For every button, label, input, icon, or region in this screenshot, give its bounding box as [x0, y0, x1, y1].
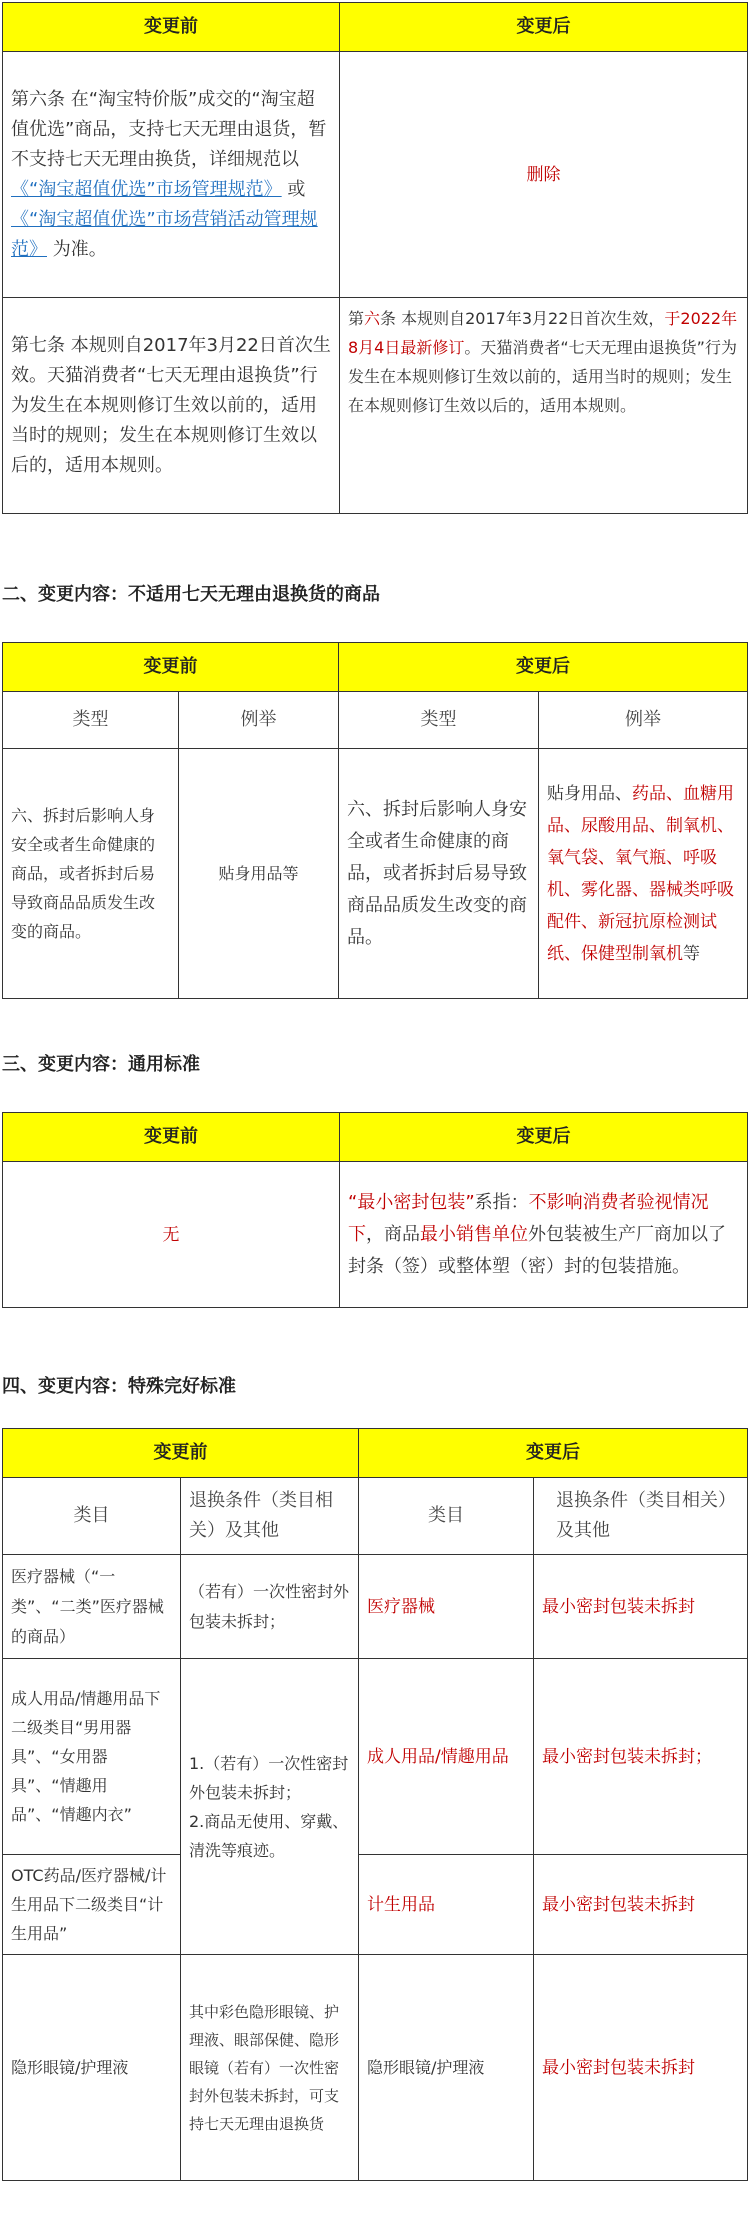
general-standard-table — [2, 1112, 748, 1308]
rule-6-or: 或 — [281, 178, 306, 200]
category-after: 隐形眼镜/护理液 — [359, 1955, 534, 2181]
rule-7-text: 条 本规则自2017年3月22日首次生效， — [380, 309, 665, 328]
general-standard-before: 无 — [3, 1162, 340, 1308]
subheader-type-after: 类型 — [339, 692, 539, 749]
table-row — [3, 749, 748, 999]
min-sale-unit: 最小销售单位 — [420, 1223, 528, 1245]
subheader-row — [3, 692, 748, 749]
subheader-row — [3, 1478, 748, 1555]
definition-prefix: 系指： — [474, 1191, 529, 1213]
general-standard-after — [340, 1162, 748, 1308]
table-row — [3, 1659, 748, 1855]
header-before: 变更前 — [3, 1429, 359, 1478]
category-before: OTC药品/医疗器械/计生用品下二级类目“计生用品” — [3, 1855, 181, 1955]
table-header-row — [3, 643, 748, 692]
type-after: 六、拆封后影响人身安全或者生命健康的商品，或者拆封后易导致商品品质发生改变的商品。 — [339, 749, 539, 999]
subheader-condition-before: 退换条件（类目相关）及其他 — [181, 1478, 359, 1555]
category-after: 计生用品 — [359, 1855, 534, 1955]
condition-after: 最小密封包装未拆封； — [534, 1659, 748, 1855]
special-standard-table — [2, 1428, 748, 2181]
example-before: 贴身用品等 — [179, 749, 339, 999]
subheader-condition-after: 退换条件（类目相关）及其他 — [534, 1478, 748, 1555]
table-header-row — [3, 1113, 748, 1162]
condition-before: （若有）一次性密封外包装未拆封； — [181, 1555, 359, 1659]
category-after: 医疗器械 — [359, 1555, 534, 1659]
marketing-rules-link[interactable]: 《“淘宝超值优选”市场营销活动管理规范》 — [11, 208, 318, 260]
subheader-type-before: 类型 — [3, 692, 179, 749]
rule-6-before — [3, 52, 340, 298]
condition-item: 2.商品无使用、穿戴、清洗等痕迹。 — [189, 1811, 349, 1860]
subheader-category-after: 类目 — [359, 1478, 534, 1555]
table-row — [3, 52, 748, 298]
condition-item: 1.（若有）一次性密封外包装未拆封； — [189, 1753, 349, 1802]
category-before: 隐形眼镜/护理液 — [3, 1955, 181, 2181]
rule-6-text: 第六条 在“淘宝特价版”成交的“淘宝超值优选”商品，支持七天无理由退货，暂不支持七天无理由换货，详细规范以 — [11, 88, 327, 170]
definition-condition: 不影响消费者验视情况下 — [348, 1191, 709, 1245]
rule-7-before: 第七条 本规则自2017年3月22日首次生效。天猫消费者“七天无理由退换货”行为发生在本规则修订生效以前的，适用当时的规则；发生在本规则修订生效以后的，适用本规则。 — [3, 298, 340, 514]
table-row — [3, 1955, 748, 2181]
table-row — [3, 1162, 748, 1308]
section-4-title: 四、变更内容：特殊完好标准 — [2, 1376, 236, 1397]
subheader-category-before: 类目 — [3, 1478, 181, 1555]
min-seal-term: “最小密封包装” — [348, 1191, 475, 1213]
table-header-row — [3, 1429, 748, 1478]
condition-after: 最小密封包装未拆封 — [534, 1955, 748, 2181]
rule-change-table — [2, 2, 748, 514]
header-before: 变更前 — [3, 643, 339, 692]
rule-6-after: 删除 — [340, 52, 748, 298]
rule-7-prefix: 第 — [348, 309, 365, 328]
section-2-title: 二、变更内容：不适用七天无理由退换货的商品 — [2, 584, 380, 605]
table-row — [3, 1855, 748, 1955]
section-3-title: 三、变更内容：通用标准 — [2, 1054, 200, 1075]
rule-6-end: 为准。 — [47, 238, 107, 260]
header-before: 变更前 — [3, 1113, 340, 1162]
definition-rest: 外包装被生产厂商加以了封条（签）或整体塑（密）封的包装措施。 — [348, 1223, 726, 1277]
subheader-example-before: 例举 — [179, 692, 339, 749]
subheader-example-after: 例举 — [539, 692, 748, 749]
table-row — [3, 1555, 748, 1659]
category-after: 成人用品/情趣用品 — [359, 1659, 534, 1855]
category-before: 成人用品/情趣用品下二级类目“男用器具”、“女用器具”、“情趣用品”、“情趣内衣” — [3, 1659, 181, 1855]
type-before: 六、拆封后影响人身安全或者生命健康的商品，或者拆封后易导致商品品质发生改变的商品。 — [3, 749, 179, 999]
definition-text: ，商品 — [366, 1223, 420, 1245]
header-after: 变更后 — [340, 3, 748, 52]
example-after — [539, 749, 748, 999]
example-after-added: 药品、血糖用品、尿酸用品、制氧机、氧气袋、氧气瓶、呼吸机、雾化器、器械类呼吸配件、新冠抗原检测试纸、保健型制氧机 — [547, 783, 734, 964]
market-rules-link[interactable]: 《“淘宝超值优选”市场管理规范》 — [11, 178, 282, 200]
condition-before-merged — [181, 1659, 359, 1955]
category-before: 医疗器械（“一类”、“二类”医疗器械的商品） — [3, 1555, 181, 1659]
rule-7-revision-date: 于2022年8月4日最新修订 — [348, 309, 738, 357]
condition-before: 其中彩色隐形眼镜、护理液、眼部保健、隐形眼镜（若有）一次性密封外包装未拆封，可支持七天无理由退换货 — [181, 1955, 359, 2181]
header-after: 变更后 — [339, 643, 748, 692]
example-after-base: 贴身用品、 — [547, 783, 632, 804]
condition-after: 最小密封包装未拆封 — [534, 1855, 748, 1955]
example-after-suffix: 等 — [683, 943, 700, 964]
header-before: 变更前 — [3, 3, 340, 52]
condition-after: 最小密封包装未拆封 — [534, 1555, 748, 1659]
rule-7-number: 六 — [364, 309, 381, 328]
rule-7-rest: 。天猫消费者“七天无理由退换货”行为发生在本规则修订生效以前的，适用当时的规则；发生在本规则修订生效以后的，适用本规则。 — [348, 338, 737, 415]
rule-7-after — [340, 298, 748, 514]
table-header-row — [3, 3, 748, 52]
header-after: 变更后 — [340, 1113, 748, 1162]
excluded-goods-table — [2, 642, 748, 999]
header-after: 变更后 — [359, 1429, 748, 1478]
table-row — [3, 298, 748, 514]
